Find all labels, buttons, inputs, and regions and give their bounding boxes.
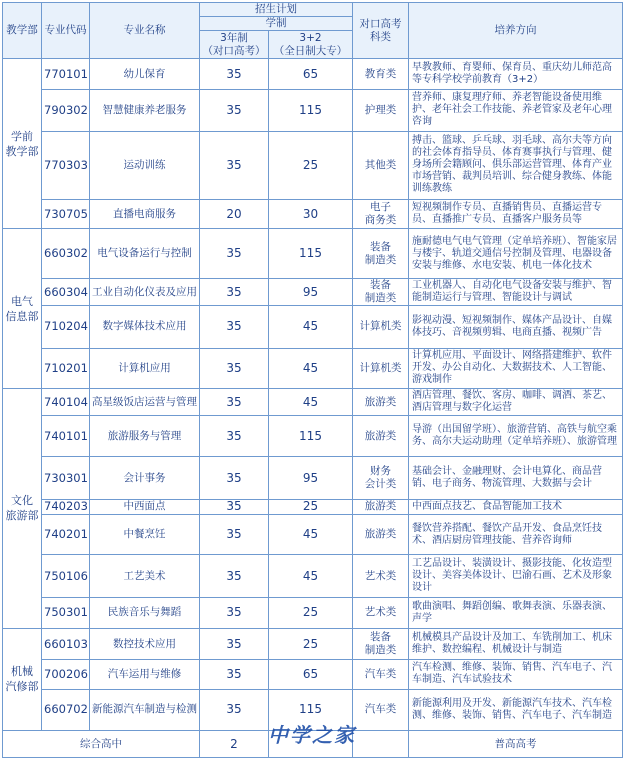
exam-category-line: 会计类: [364, 478, 397, 491]
exam-category-line: 制造类: [364, 253, 397, 266]
plan-3-plus-2: 95: [269, 457, 353, 499]
plan-3-year: 35: [200, 689, 269, 731]
table-row: [3, 90, 623, 131]
major-name: 数控技术应用: [90, 628, 200, 659]
exam-category-line: 商务类: [364, 214, 397, 227]
exam-category: [353, 628, 409, 659]
major-name: 工业自动化仪表及应用: [90, 278, 200, 305]
plan-3-plus-2: 115: [269, 90, 353, 131]
plan-3-plus-2: 45: [269, 388, 353, 415]
exam-category: [353, 514, 409, 554]
plan-3-year: 35: [200, 90, 269, 131]
training-direction: 施耐德电气电气管理（定单培养班）、智能家居与楼宇、轨道交通信号控制及管理、电器设备安装与维修、水电安装、机电一体化技术: [409, 229, 623, 278]
exam-category: [353, 278, 409, 305]
exam-category-line: 汽车类: [364, 667, 397, 680]
plan-3-plus-2: 25: [269, 597, 353, 628]
table-row: [3, 131, 623, 200]
major-code: 660103: [42, 628, 90, 659]
training-direction: 导游（出国留学班）、旅游营销、高铁与航空乘务、高尔夫运动助理（定单培养班）、旅游管理: [409, 416, 623, 457]
exam-category: [353, 229, 409, 278]
major-name: 新能源汽车制造与检测: [90, 689, 200, 731]
exam-category-line: 财务: [370, 465, 391, 478]
major-code: 770303: [42, 131, 90, 200]
exam-category-line: 旅游类: [364, 528, 397, 541]
department-name-line: 学前: [11, 129, 33, 143]
header-direction: 培养方向: [409, 3, 623, 59]
table-row: [3, 597, 623, 628]
table-row: [3, 306, 623, 348]
watermark-logo: [268, 720, 364, 750]
training-direction: 工艺品设计、装潢设计、摄影技能、化妆造型设计、美容美体设计、巴渝石画、艺术及形象设计: [409, 555, 623, 597]
major-name: 幼儿保育: [90, 59, 200, 90]
exam-category-line: 艺术类: [364, 569, 397, 582]
plan-3-year: 35: [200, 229, 269, 278]
header-3-plus-2-line1: 3+2: [299, 31, 322, 44]
plan-3-plus-2: 65: [269, 59, 353, 90]
header-3-plus-2: [269, 31, 353, 59]
training-direction: 影视动漫、短视频制作、媒体产品设计、自媒体技巧、音视频剪辑、电商直播、视频广告: [409, 306, 623, 348]
plan-3-year: 35: [200, 555, 269, 597]
training-direction: 搏击、篮球、乒乓球、羽毛球、高尔夫等方向的社会体育指导员、体育赛事执行与管理、健身场所会籍顾问、俱乐部运营管理、体育产业市场营销、裁判员培训、综合健身教练、体能训练教练: [409, 131, 623, 200]
major-code: 730301: [42, 457, 90, 499]
plan-3-plus-2: 25: [269, 628, 353, 659]
table-row: [3, 660, 623, 689]
major-name: 民族音乐与舞蹈: [90, 597, 200, 628]
plan-3-plus-2: 45: [269, 555, 353, 597]
major-name: 高星级饭店运营与管理: [90, 388, 200, 415]
header-xuezhi: 学制: [200, 17, 353, 31]
header-3-year-line1: 3年制: [220, 31, 248, 44]
plan-3-plus-2: 115: [269, 689, 353, 731]
exam-category: [353, 348, 409, 388]
header-plan: 招生计划: [200, 3, 353, 17]
department-name-line: 文化: [11, 494, 33, 508]
plan-3-year: 35: [200, 660, 269, 689]
exam-category-line: 计算机类: [359, 320, 402, 333]
exam-category-line: 护理类: [364, 103, 397, 116]
major-code: 740203: [42, 499, 90, 514]
plan-3-plus-2: 65: [269, 660, 353, 689]
plan-3-plus-2: 45: [269, 348, 353, 388]
exam-category: [353, 499, 409, 514]
department-name-line: 信息部: [5, 309, 39, 323]
table-row: [3, 628, 623, 659]
plan-3-plus-2: 45: [269, 514, 353, 554]
major-code: 710201: [42, 348, 90, 388]
table-row: [3, 499, 623, 514]
training-direction: 计算机应用、平面设计、网络搭建维护、软件开发、办公自动化、大数据技术、人工智能、游戏制作: [409, 348, 623, 388]
footer-direction: 普高高考: [409, 731, 623, 758]
major-name: 旅游服务与管理: [90, 416, 200, 457]
header-category: [353, 3, 409, 59]
exam-category-line: 旅游类: [364, 500, 397, 513]
exam-category: [353, 131, 409, 200]
major-code: 710204: [42, 306, 90, 348]
major-name: 直播电商服务: [90, 200, 200, 229]
exam-category-line: 制造类: [364, 292, 397, 305]
exam-category-line: 其他类: [364, 158, 397, 171]
plan-3-year: 35: [200, 278, 269, 305]
exam-category: [353, 306, 409, 348]
exam-category: [353, 457, 409, 499]
major-name: 运动训练: [90, 131, 200, 200]
training-direction: 歌曲演唱、舞蹈创编、歌舞表演、乐器表演、声学: [409, 597, 623, 628]
plan-3-plus-2: 95: [269, 278, 353, 305]
exam-category-line: 艺术类: [364, 606, 397, 619]
major-code: 660302: [42, 229, 90, 278]
major-name: 会计事务: [90, 457, 200, 499]
department-xueqian: [3, 59, 42, 229]
plan-3-plus-2: 25: [269, 499, 353, 514]
exam-category-line: 电子: [370, 201, 391, 214]
plan-3-plus-2: 115: [269, 416, 353, 457]
training-direction: 汽车检测、维修、装饰、销售、汽车电子、汽车制造、汽车试验技术: [409, 660, 623, 689]
plan-3-plus-2: 30: [269, 200, 353, 229]
header-3-plus-2-line2: （全日制大专）: [273, 44, 348, 57]
major-name: 中西面点: [90, 499, 200, 514]
table-row: [3, 514, 623, 554]
header-name: 专业名称: [90, 3, 200, 59]
exam-category-line: 制造类: [364, 644, 397, 657]
table-row: [3, 348, 623, 388]
footer-3-year: 2: [200, 731, 269, 758]
major-code: 750301: [42, 597, 90, 628]
exam-category: [353, 416, 409, 457]
plan-3-year: 35: [200, 131, 269, 200]
major-name: 智慧健康养老服务: [90, 90, 200, 131]
table-row: [3, 59, 623, 90]
training-direction: 新能源利用及开发、新能源汽车技术、汽车检测、维修、装饰、销售、汽车电子、汽车制造: [409, 689, 623, 731]
exam-category: [353, 59, 409, 90]
major-name: 数字媒体技术应用: [90, 306, 200, 348]
major-code: 750106: [42, 555, 90, 597]
plan-3-year: 35: [200, 457, 269, 499]
exam-category: [353, 660, 409, 689]
major-code: 740101: [42, 416, 90, 457]
exam-category-line: 教育类: [364, 67, 397, 80]
department-name-line: 电气: [11, 294, 33, 308]
major-name: 中餐烹饪: [90, 514, 200, 554]
major-name: 电气设备运行与控制: [90, 229, 200, 278]
training-direction: 酒店管理、餐饮、客房、咖啡、调酒、茶艺、酒店管理与数字化运营: [409, 388, 623, 415]
major-name: 汽车运用与维修: [90, 660, 200, 689]
exam-category-line: 装备: [370, 631, 391, 644]
exam-category-line: 装备: [370, 240, 391, 253]
plan-3-year: 35: [200, 514, 269, 554]
table-row: [3, 555, 623, 597]
major-code: 740104: [42, 388, 90, 415]
exam-category: [353, 597, 409, 628]
plan-3-plus-2: 45: [269, 306, 353, 348]
training-direction: 短视频制作专员、直播销售员、直播运营专员、直播推广专员、直播客户服务员等: [409, 200, 623, 229]
major-name: 工艺美术: [90, 555, 200, 597]
header-category-line2: 科类: [370, 30, 391, 43]
major-code: 660304: [42, 278, 90, 305]
table-row: [3, 457, 623, 499]
training-direction: 餐饮营养搭配、餐饮产品开发、食品烹饪技术、酒店厨房管理技能、营养咨询师: [409, 514, 623, 554]
training-direction: 早教教师、育婴师、保育员、重庆幼儿师范高等专科学校学前教育（3+2）: [409, 59, 623, 90]
watermark-text: 中学之家: [268, 723, 356, 747]
enrollment-plan-table: [2, 2, 623, 758]
exam-category: [353, 388, 409, 415]
exam-category: [353, 90, 409, 131]
training-direction: 营养师、康复理疗师、养老智能设备使用维护、老年社会工作技能、养老管家及老年心理咨询: [409, 90, 623, 131]
major-code: 740201: [42, 514, 90, 554]
training-direction: 工业机器人、自动化电气设备安装与维护、智能制造运行与管理、智能设计与调试: [409, 278, 623, 305]
plan-3-year: 20: [200, 200, 269, 229]
plan-3-year: 35: [200, 348, 269, 388]
major-code: 730705: [42, 200, 90, 229]
header-3-year: [200, 31, 269, 59]
table-row: [3, 278, 623, 305]
department-jixie: [3, 628, 42, 730]
header-category-line1: 对口高考: [359, 17, 402, 30]
plan-3-year: 35: [200, 628, 269, 659]
plan-3-year: 35: [200, 306, 269, 348]
training-direction: 基础会计、金融理财、会计电算化、商品营销、电子商务、物流管理、大数据与会计: [409, 457, 623, 499]
plan-3-year: 35: [200, 59, 269, 90]
plan-3-year: 35: [200, 597, 269, 628]
major-code: 660702: [42, 689, 90, 731]
department-wenhua: [3, 388, 42, 628]
department-name-line: 汽修部: [5, 680, 39, 694]
table-row: [3, 416, 623, 457]
department-dianqi: [3, 229, 42, 388]
major-name: 计算机应用: [90, 348, 200, 388]
exam-category: [353, 555, 409, 597]
exam-category-line: 旅游类: [364, 429, 397, 442]
header-code: 专业代码: [42, 3, 90, 59]
header-dept: 教学部: [3, 3, 42, 59]
exam-category-line: 装备: [370, 279, 391, 292]
plan-3-year: 35: [200, 416, 269, 457]
department-name-line: 教学部: [5, 144, 39, 158]
footer-label: 综合高中: [3, 731, 200, 758]
header-3-year-line2: （对口高考）: [202, 44, 266, 57]
major-code: 770101: [42, 59, 90, 90]
department-name-line: 旅游部: [5, 509, 39, 523]
plan-3-plus-2: 25: [269, 131, 353, 200]
training-direction: 中西面点技艺、食品智能加工技术: [409, 499, 623, 514]
major-code: 700206: [42, 660, 90, 689]
exam-category-line: 旅游类: [364, 395, 397, 408]
plan-3-year: 35: [200, 388, 269, 415]
exam-category: [353, 200, 409, 229]
plan-3-plus-2: 115: [269, 229, 353, 278]
plan-3-year: 35: [200, 499, 269, 514]
exam-category-line: 汽车类: [364, 703, 397, 716]
exam-category-line: 计算机类: [359, 361, 402, 374]
training-direction: 机械模具产品设计及加工、车铣削加工、机床维护、数控编程、机械设计与制造: [409, 628, 623, 659]
table-row: [3, 229, 623, 278]
major-code: 790302: [42, 90, 90, 131]
department-name-line: 机械: [11, 665, 33, 679]
table-row: [3, 200, 623, 229]
table-row: [3, 388, 623, 415]
